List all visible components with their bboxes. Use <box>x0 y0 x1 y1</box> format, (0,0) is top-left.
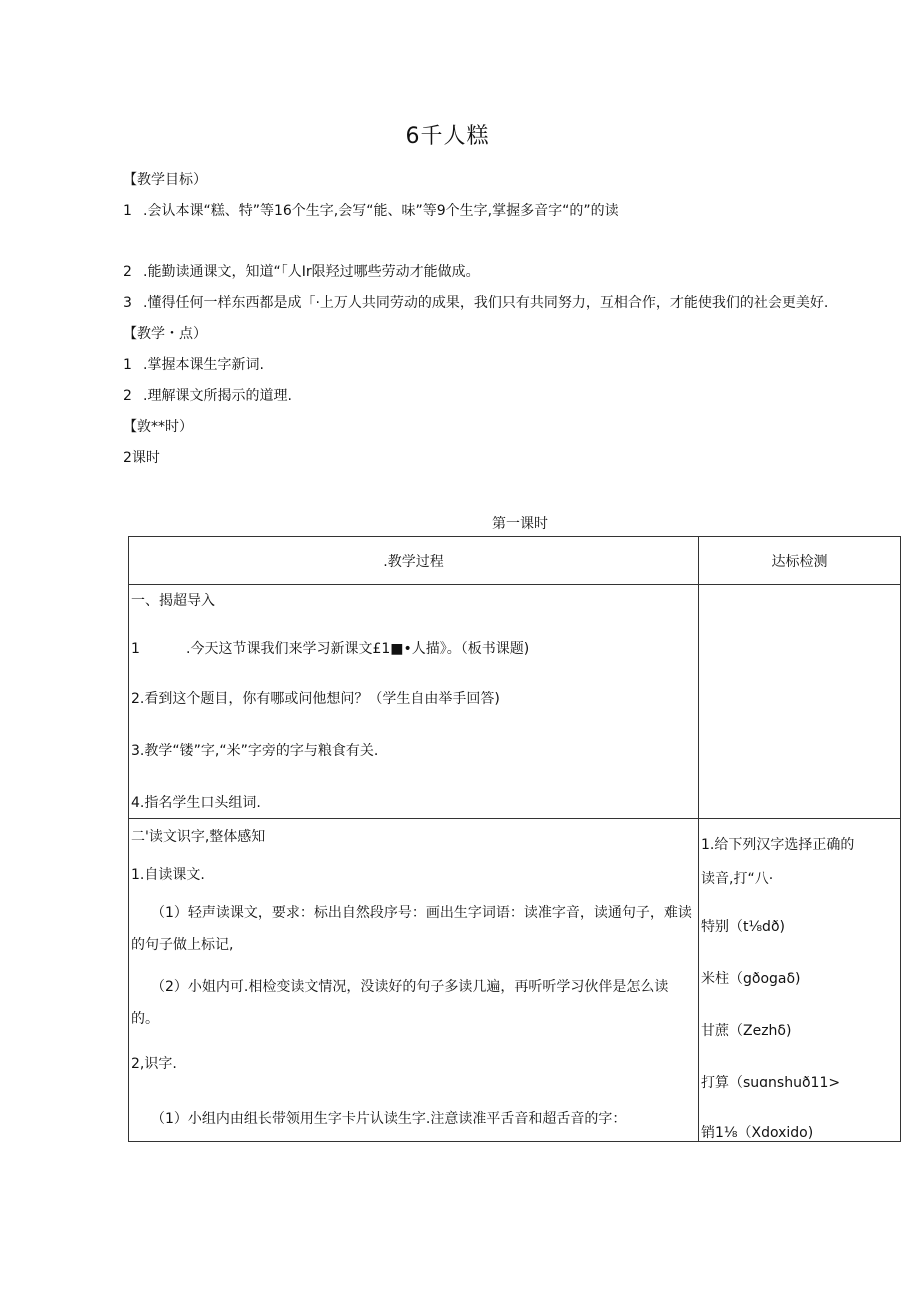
hours-heading: 【敦**时） <box>123 419 193 435</box>
section2-row <box>129 819 901 1142</box>
section2-line-5: （1）小组内由组长带领用生字卡片认读生字.注意读准平舌音和超舌音的字： <box>151 1111 627 1127</box>
section1-line-2: 2.看到这个题目，你有哪或问他想问？（学生自由举手回答) <box>131 691 500 707</box>
section1-process-cell <box>129 585 699 819</box>
section1-check-cell <box>699 585 901 819</box>
hours-value: 2课时 <box>123 450 160 466</box>
key-point-text: .掌握本课生字新词. <box>143 357 264 373</box>
line-text: .今天这节课我们来学习新课文£1■•人描》。（板书课题) <box>186 641 530 657</box>
section2-line-1: 1.自读课文. <box>131 867 205 883</box>
goal-text: .会认本课“糕、特”等16个生字,会写“能、味”等9个生字,掌握多音字“的”的读 <box>143 203 619 219</box>
section1-line-4: 4.指名学生口头组词. <box>131 795 261 811</box>
section2-line-2: （1）轻声读课文，要求：标出自然段序号：画出生字词语：读准字音，读通句子，难读的句子做上标记, <box>131 905 692 953</box>
section2-title: 二'读文识字,整体感知 <box>131 829 266 845</box>
table-header-row <box>129 537 901 585</box>
goal-item-1 <box>123 201 619 221</box>
lesson-heading: 第一课时 <box>492 516 548 532</box>
goal-number: 2 <box>123 264 132 280</box>
check-line-2: 读音,打“八· <box>701 871 774 887</box>
goal-text: .能勤读通课文，知道“「人Ir限羟过哪些劳动才能做成。 <box>143 264 480 280</box>
check-line-3: 特别（t⅛dð) <box>701 919 785 935</box>
section2-process-cell <box>129 819 699 1142</box>
section2-line-4: 2,识字. <box>131 1056 177 1072</box>
section2-line-3: （2）小姐内可.相检变读文情况，没读好的句子多读几遍，再听听学习伙伴是怎么读的。 <box>131 979 669 1027</box>
goals-heading: 【教学目标） <box>123 172 207 188</box>
lesson-table <box>128 536 901 1142</box>
section1-row <box>129 585 901 819</box>
goal-number: 3 <box>123 295 132 311</box>
check-line-7: 销1⅛（Xdoxido) <box>701 1125 814 1141</box>
check-line-1: 1.给下列汉字选择正确的 <box>701 837 855 853</box>
col-process-header: .教学过程 <box>129 537 699 585</box>
goal-item-2 <box>123 262 480 282</box>
check-line-5: 甘蔗（Zezhδ) <box>701 1023 792 1039</box>
section1-line-3: 3.教学“镂”字,“米”字旁的字与粮食有关. <box>131 743 379 759</box>
section1-line-1 <box>131 639 529 659</box>
line-number: 1 <box>131 641 140 657</box>
goal-text: .懂得任何一样东西都是成「·上万人共同劳动的成果，我们只有共同努力，互相合作，才能使我们的社会更美好. <box>143 295 829 311</box>
key-points-heading: 【教学・点） <box>123 326 207 342</box>
col-check-header: 达标检测 <box>699 537 901 585</box>
key-point-number: 1 <box>123 357 132 373</box>
section1-title: 一、揭超导入 <box>131 593 215 609</box>
key-point-text: .理解课文所揭示的道理. <box>143 388 292 404</box>
goal-item-3 <box>123 293 828 313</box>
section2-check-cell <box>699 819 901 1142</box>
key-point-1 <box>123 355 264 375</box>
goal-number: 1 <box>123 203 132 219</box>
page-title: 6千人糕 <box>405 124 490 149</box>
key-point-2 <box>123 386 292 406</box>
key-point-number: 2 <box>123 388 132 404</box>
check-line-4: 米柱（gðogaδ) <box>701 971 801 987</box>
check-line-6: 打算（suɑnshuð11> <box>701 1075 841 1091</box>
